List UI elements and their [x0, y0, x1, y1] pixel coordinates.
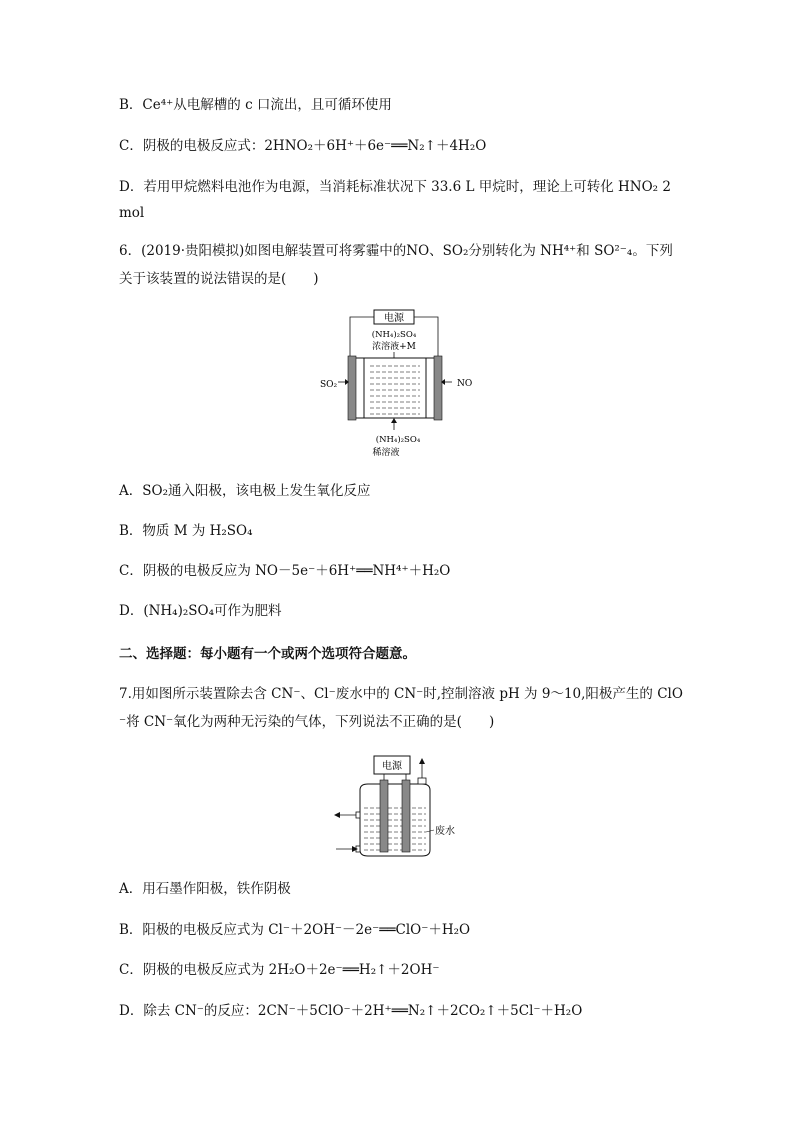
q6-fig-bottom-label2: 稀溶液: [372, 448, 400, 458]
q7-option-b: B．阳极的电极反应式为 Cl⁻＋2OH⁻－2e⁻══ClO⁻＋H₂O: [119, 922, 471, 938]
q7-fig-water-label: 废水: [435, 826, 455, 837]
q6-stem-line1: 6．(2019·贵阳模拟)如图电解装置可将雾霾中的NO、SO₂分别转化为 NH⁴⁺和 SO²⁻₄。下列: [119, 243, 673, 259]
q7-option-c: C．阴极的电极反应式为 2H₂O＋2e⁻══H₂↑＋2OH⁻: [119, 962, 440, 978]
q6-fig-power-label: 电源: [384, 313, 404, 324]
q6-fig-bottom-label1: (NH₄)₂SO₄: [375, 435, 421, 445]
q6-electrolysis-figure: [310, 302, 490, 462]
q6-option-a: A．SO₂通入阳极，该电极上发生氧化反应: [119, 483, 371, 499]
q7-fig-power-label: 电源: [382, 761, 402, 772]
q6-option-c: C．阴极的电极反应为 NO－5e⁻＋6H⁺══NH⁴⁺＋H₂O: [119, 563, 451, 579]
q6-fig-top-label1: (NH₄)₂SO₄: [371, 330, 417, 340]
q7-option-d: D．除去 CN⁻的反应：2CN⁻＋5ClO⁻＋2H⁺══N₂↑＋2CO₂↑＋5Cl⁻＋H₂O: [119, 1003, 583, 1019]
q5-option-b: B．Ce⁴⁺从电解槽的 c 口流出，且可循环使用: [119, 97, 392, 113]
q5-option-d-line2: mol: [119, 205, 145, 221]
q7-treatment-figure: [330, 752, 480, 860]
q5-option-c: C．阴极的电极反应式：2HNO₂＋6H⁺＋6e⁻══N₂↑＋4H₂O: [119, 138, 487, 154]
q6-fig-so2-label: SO₂: [320, 380, 338, 390]
q7-stem-line1: 7.用如图所示装置除去含 CN⁻、Cl⁻废水中的 CN⁻时,控制溶液 pH 为 9～10,阳极产生的 ClO: [119, 686, 683, 702]
q6-option-d: D．(NH₄)₂SO₄可作为肥料: [119, 603, 282, 619]
q6-fig-top-label2: 浓溶液+M: [372, 342, 416, 352]
q5-option-d-line1: D．若用甲烷燃料电池作为电源，当消耗标准状况下 33.6 L 甲烷时，理论上可转化 HNO₂ 2: [119, 179, 671, 195]
q7-option-a: A．用石墨作阳极，铁作阴极: [119, 881, 291, 897]
q6-option-b: B．物质 M 为 H₂SO₄: [119, 523, 253, 539]
q6-stem-line2: 关于该装置的说法错误的是( ): [119, 271, 319, 287]
q7-stem-line2: ⁻将 CN⁻氧化为两种无污染的气体，下列说法不正确的是( ): [119, 714, 495, 730]
q6-fig-no-label: NO: [457, 379, 473, 389]
section-2-title: 二、选择题：每小题有一个或两个选项符合题意。: [119, 646, 416, 662]
